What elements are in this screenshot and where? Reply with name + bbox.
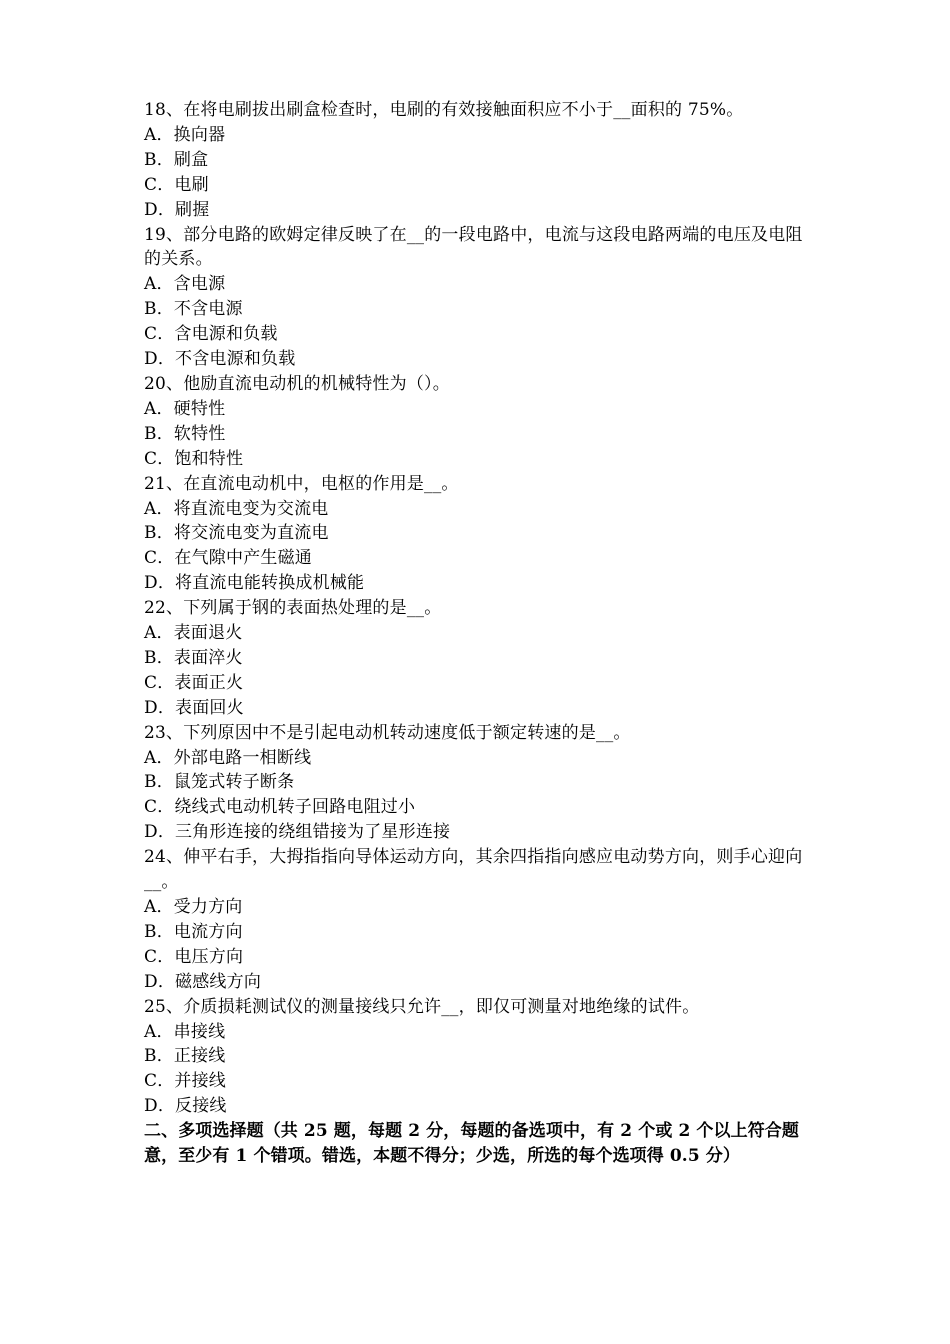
- question-stem: 21、在直流电动机中，电枢的作用是__。: [144, 473, 459, 494]
- option-c: C．饱和特性: [144, 448, 244, 469]
- option-a: A．串接线: [144, 1021, 226, 1042]
- question-stem: 20、他励直流电动机的机械特性为（）。: [144, 373, 450, 394]
- option-d: D．表面回火: [144, 697, 244, 718]
- question-stem: 25、介质损耗测试仪的测量接线只允许__，即仅可测量对地绝缘的试件。: [144, 996, 700, 1017]
- option-c: C．电刷: [144, 174, 209, 195]
- option-d: D．将直流电能转换成机械能: [144, 573, 365, 594]
- question-stem: 22、下列属于钢的表面热处理的是__。: [144, 598, 442, 619]
- option-a: A．外部电路一相断线: [144, 747, 312, 768]
- section-heading-multiple-choice: 二、多项选择题（共 25 题，每题 2 分，每题的备选项中，有 2 个或 2 个以上符合题意，至少有 1 个错项。错选，本题不得分；少选，所选的每个选项得 0.5 分）: [144, 1121, 799, 1167]
- question-stem: 24、伸平右手，大拇指指向导体运动方向，其余四指指向感应电动势方向，则手心迎向__。: [144, 847, 803, 893]
- question-23: [144, 721, 816, 846]
- option-b: B．将交流电变为直流电: [144, 523, 329, 544]
- document-page: [144, 98, 816, 1169]
- question-20: [144, 372, 816, 472]
- option-b: B．鼠笼式转子断条: [144, 772, 295, 793]
- option-a: A．表面退火: [144, 623, 243, 644]
- option-c: C．并接线: [144, 1071, 227, 1092]
- option-c: C．绕线式电动机转子回路电阻过小: [144, 797, 416, 818]
- option-c: C．电压方向: [144, 946, 244, 967]
- option-c: C．表面正火: [144, 672, 244, 693]
- option-d: D．不含电源和负载: [144, 349, 296, 370]
- option-b: B．电流方向: [144, 921, 243, 942]
- option-a: A．含电源: [144, 274, 226, 295]
- question-19: [144, 223, 816, 372]
- question-18: [144, 98, 816, 223]
- option-b: B．刷盒: [144, 149, 209, 170]
- option-b: B．软特性: [144, 423, 226, 444]
- option-a: A．硬特性: [144, 398, 226, 419]
- option-b: B．正接线: [144, 1046, 226, 1067]
- question-stem: 18、在将电刷拔出刷盒检查时，电刷的有效接触面积应不小于__面积的 75%。: [144, 100, 744, 120]
- question-24: [144, 845, 816, 994]
- option-b: B．不含电源: [144, 299, 243, 320]
- option-d: D．三角形连接的绕组错接为了星形连接: [144, 822, 451, 843]
- option-a: A．受力方向: [144, 897, 243, 917]
- option-d: D．反接线: [144, 1096, 227, 1117]
- question-21: [144, 472, 816, 597]
- option-a: A．换向器: [144, 124, 226, 145]
- option-d: D．磁感线方向: [144, 971, 262, 992]
- question-stem: 23、下列原因中不是引起电动机转动速度低于额定转速的是__。: [144, 722, 631, 743]
- option-d: D．刷握: [144, 199, 210, 220]
- option-c: C．在气隙中产生磁通: [144, 548, 313, 569]
- question-stem: 19、部分电路的欧姆定律反映了在__的一段电路中，电流与这段电路两端的电压及电阻的关系。: [144, 224, 803, 270]
- option-c: C．含电源和负载: [144, 324, 278, 345]
- option-a: A．将直流电变为交流电: [144, 498, 329, 519]
- option-b: B．表面淬火: [144, 647, 243, 668]
- question-22: [144, 596, 816, 721]
- question-25: [144, 995, 816, 1120]
